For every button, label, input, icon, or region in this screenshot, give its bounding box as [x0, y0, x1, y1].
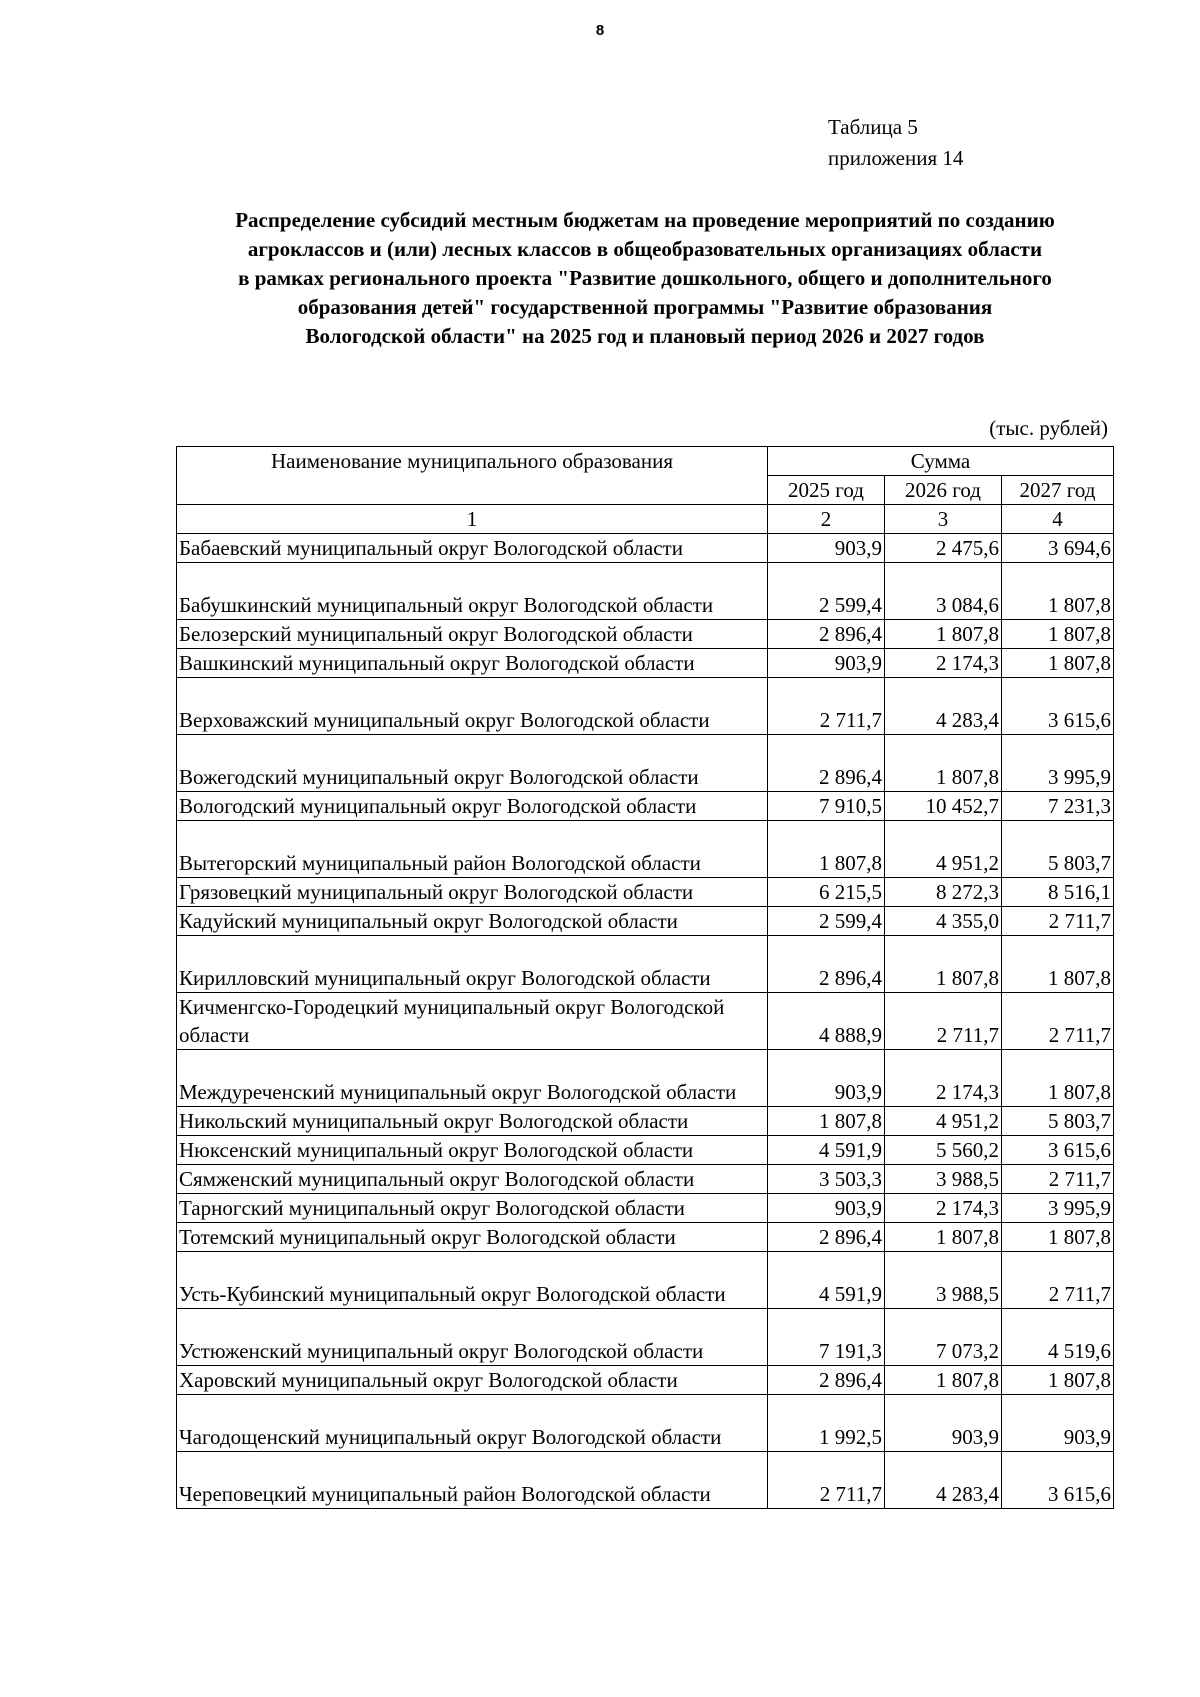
value-2027: 2 711,7: [1002, 1165, 1114, 1194]
value-2027: 903,9: [1002, 1395, 1114, 1452]
column-number: 4: [1002, 505, 1114, 534]
value-2026: 7 073,2: [885, 1309, 1002, 1366]
municipality-name: Белозерский муниципальный округ Вологодской области: [177, 620, 768, 649]
column-number: 2: [768, 505, 885, 534]
municipality-name: Вытегорский муниципальный район Вологодской области: [177, 821, 768, 878]
table-row: [177, 1194, 1114, 1223]
value-2025: 3 503,3: [768, 1165, 885, 1194]
table-row: [177, 1107, 1114, 1136]
value-2026: 1 807,8: [885, 1223, 1002, 1252]
value-2026: 1 807,8: [885, 620, 1002, 649]
municipality-name: Вожегодский муниципальный округ Вологодской области: [177, 735, 768, 792]
table-row: [177, 1309, 1114, 1366]
table-row: [177, 1050, 1114, 1107]
header-sum: Сумма: [768, 447, 1114, 476]
municipality-name: Вологодский муниципальный округ Вологодской области: [177, 792, 768, 821]
header-year-2025: 2025 год: [768, 476, 885, 505]
value-2025: 2 599,4: [768, 907, 885, 936]
value-2025: 4 591,9: [768, 1252, 885, 1309]
value-2026: 2 174,3: [885, 1050, 1002, 1107]
value-2027: 1 807,8: [1002, 649, 1114, 678]
table-row: [177, 878, 1114, 907]
value-2027: 1 807,8: [1002, 1366, 1114, 1395]
table-row: [177, 620, 1114, 649]
value-2027: 4 519,6: [1002, 1309, 1114, 1366]
value-2025: 4 591,9: [768, 1136, 885, 1165]
table-row: [177, 1223, 1114, 1252]
municipality-name: Верховажский муниципальный округ Вологодской области: [177, 678, 768, 735]
value-2025: 1 807,8: [768, 1107, 885, 1136]
municipality-name: Кичменгско-Городецкий муниципальный округ Вологодской области: [177, 993, 768, 1050]
municipality-name: Харовский муниципальный округ Вологодской области: [177, 1366, 768, 1395]
value-2026: 2 475,6: [885, 534, 1002, 563]
municipality-name: Никольский муниципальный округ Вологодской области: [177, 1107, 768, 1136]
title-line3: в рамках регионального проекта "Развитие дошкольного, общего и дополнительного: [238, 266, 1052, 290]
header-year-2027: 2027 год: [1002, 476, 1114, 505]
value-2025: 2 599,4: [768, 563, 885, 620]
value-2027: 7 231,3: [1002, 792, 1114, 821]
value-2025: 1 807,8: [768, 821, 885, 878]
municipality-name: Нюксенский муниципальный округ Вологодской области: [177, 1136, 768, 1165]
value-2027: 3 615,6: [1002, 1136, 1114, 1165]
value-2025: 903,9: [768, 649, 885, 678]
value-2026: 3 988,5: [885, 1252, 1002, 1309]
value-2025: 2 896,4: [768, 620, 885, 649]
municipality-name: Сямженский муниципальный округ Вологодской области: [177, 1165, 768, 1194]
table-column-numbers-row: [177, 505, 1114, 534]
value-2026: 4 951,2: [885, 1107, 1002, 1136]
header-name: Наименование муниципального образования: [177, 447, 768, 505]
table-row: [177, 1366, 1114, 1395]
value-2026: 3 988,5: [885, 1165, 1002, 1194]
title-line1: Распределение субсидий местным бюджетам на проведение мероприятий по созданию: [235, 208, 1055, 232]
value-2026: 3 084,6: [885, 563, 1002, 620]
table-row: [177, 1452, 1114, 1509]
value-2025: 903,9: [768, 534, 885, 563]
value-2027: 1 807,8: [1002, 936, 1114, 993]
title-line5: Вологодской области" на 2025 год и плановый период 2026 и 2027 годов: [305, 324, 985, 348]
value-2025: 2 711,7: [768, 678, 885, 735]
column-number: 1: [177, 505, 768, 534]
value-2027: 2 711,7: [1002, 993, 1114, 1050]
page-number: 8: [595, 22, 605, 39]
table-row: [177, 821, 1114, 878]
value-2026: 2 174,3: [885, 1194, 1002, 1223]
table-row: [177, 993, 1114, 1050]
table-row: [177, 792, 1114, 821]
value-2026: 10 452,7: [885, 792, 1002, 821]
value-2025: 2 896,4: [768, 936, 885, 993]
value-2026: 1 807,8: [885, 1366, 1002, 1395]
table-row: [177, 1165, 1114, 1194]
value-2025: 2 711,7: [768, 1452, 885, 1509]
units-label: (тыс. рублей): [989, 416, 1108, 440]
municipality-name: Бабаевский муниципальный округ Вологодской области: [177, 534, 768, 563]
table-row: [177, 1252, 1114, 1309]
title-line2: агроклассов и (или) лесных классов в общеобразовательных организациях области: [247, 237, 1043, 261]
value-2025: 903,9: [768, 1194, 885, 1223]
value-2026: 8 272,3: [885, 878, 1002, 907]
value-2027: 8 516,1: [1002, 878, 1114, 907]
document-title: [100, 206, 1190, 351]
table-row: [177, 563, 1114, 620]
value-2026: 2 174,3: [885, 649, 1002, 678]
value-2025: 903,9: [768, 1050, 885, 1107]
value-2027: 3 615,6: [1002, 678, 1114, 735]
value-2026: 4 355,0: [885, 907, 1002, 936]
value-2027: 2 711,7: [1002, 907, 1114, 936]
value-2026: 4 283,4: [885, 678, 1002, 735]
table-label-line1: Таблица 5: [828, 115, 918, 139]
header-year-2026: 2026 год: [885, 476, 1002, 505]
municipality-name: Чагодощенский муниципальный округ Вологодской области: [177, 1395, 768, 1452]
table-label-line2: приложения 14: [828, 146, 964, 170]
municipality-name: Устюженский муниципальный округ Вологодской области: [177, 1309, 768, 1366]
municipality-name: Усть-Кубинский муниципальный округ Вологодской области: [177, 1252, 768, 1309]
table-row: [177, 936, 1114, 993]
value-2027: 1 807,8: [1002, 1050, 1114, 1107]
municipality-name: Междуреченский муниципальный округ Вологодской области: [177, 1050, 768, 1107]
value-2026: 5 560,2: [885, 1136, 1002, 1165]
table-row: [177, 649, 1114, 678]
value-2025: 1 992,5: [768, 1395, 885, 1452]
value-2027: 1 807,8: [1002, 1223, 1114, 1252]
value-2026: 4 283,4: [885, 1452, 1002, 1509]
value-2025: 2 896,4: [768, 735, 885, 792]
subsidies-table: [176, 446, 1114, 1509]
municipality-name: Череповецкий муниципальный район Вологодской области: [177, 1452, 768, 1509]
table-row: [177, 1395, 1114, 1452]
table-label: [828, 112, 963, 174]
value-2026: 2 711,7: [885, 993, 1002, 1050]
table-row: [177, 735, 1114, 792]
value-2027: 2 711,7: [1002, 1252, 1114, 1309]
municipality-name: Тотемский муниципальный округ Вологодской области: [177, 1223, 768, 1252]
municipality-name: Грязовецкий муниципальный округ Вологодской области: [177, 878, 768, 907]
value-2027: 3 995,9: [1002, 735, 1114, 792]
value-2026: 903,9: [885, 1395, 1002, 1452]
municipality-name: Вашкинский муниципальный округ Вологодской области: [177, 649, 768, 678]
value-2025: 6 215,5: [768, 878, 885, 907]
value-2027: 3 694,6: [1002, 534, 1114, 563]
value-2025: 2 896,4: [768, 1223, 885, 1252]
column-number: 3: [885, 505, 1002, 534]
municipality-name: Кирилловский муниципальный округ Вологодской области: [177, 936, 768, 993]
table-header-row: [177, 447, 1114, 476]
value-2025: 4 888,9: [768, 993, 885, 1050]
value-2027: 5 803,7: [1002, 821, 1114, 878]
value-2025: 7 910,5: [768, 792, 885, 821]
table-row: [177, 678, 1114, 735]
municipality-name: Бабушкинский муниципальный округ Вологодской области: [177, 563, 768, 620]
value-2027: 1 807,8: [1002, 620, 1114, 649]
value-2026: 1 807,8: [885, 735, 1002, 792]
value-2026: 4 951,2: [885, 821, 1002, 878]
value-2025: 7 191,3: [768, 1309, 885, 1366]
value-2027: 3 995,9: [1002, 1194, 1114, 1223]
municipality-name: Кадуйский муниципальный округ Вологодской области: [177, 907, 768, 936]
table-row: [177, 534, 1114, 563]
value-2026: 1 807,8: [885, 936, 1002, 993]
value-2027: 5 803,7: [1002, 1107, 1114, 1136]
table-row: [177, 907, 1114, 936]
value-2027: 1 807,8: [1002, 563, 1114, 620]
title-line4: образования детей" государственной программы "Развитие образования: [297, 295, 993, 319]
municipality-name: Тарногский муниципальный округ Вологодской области: [177, 1194, 768, 1223]
value-2027: 3 615,6: [1002, 1452, 1114, 1509]
value-2025: 2 896,4: [768, 1366, 885, 1395]
table-row: [177, 1136, 1114, 1165]
